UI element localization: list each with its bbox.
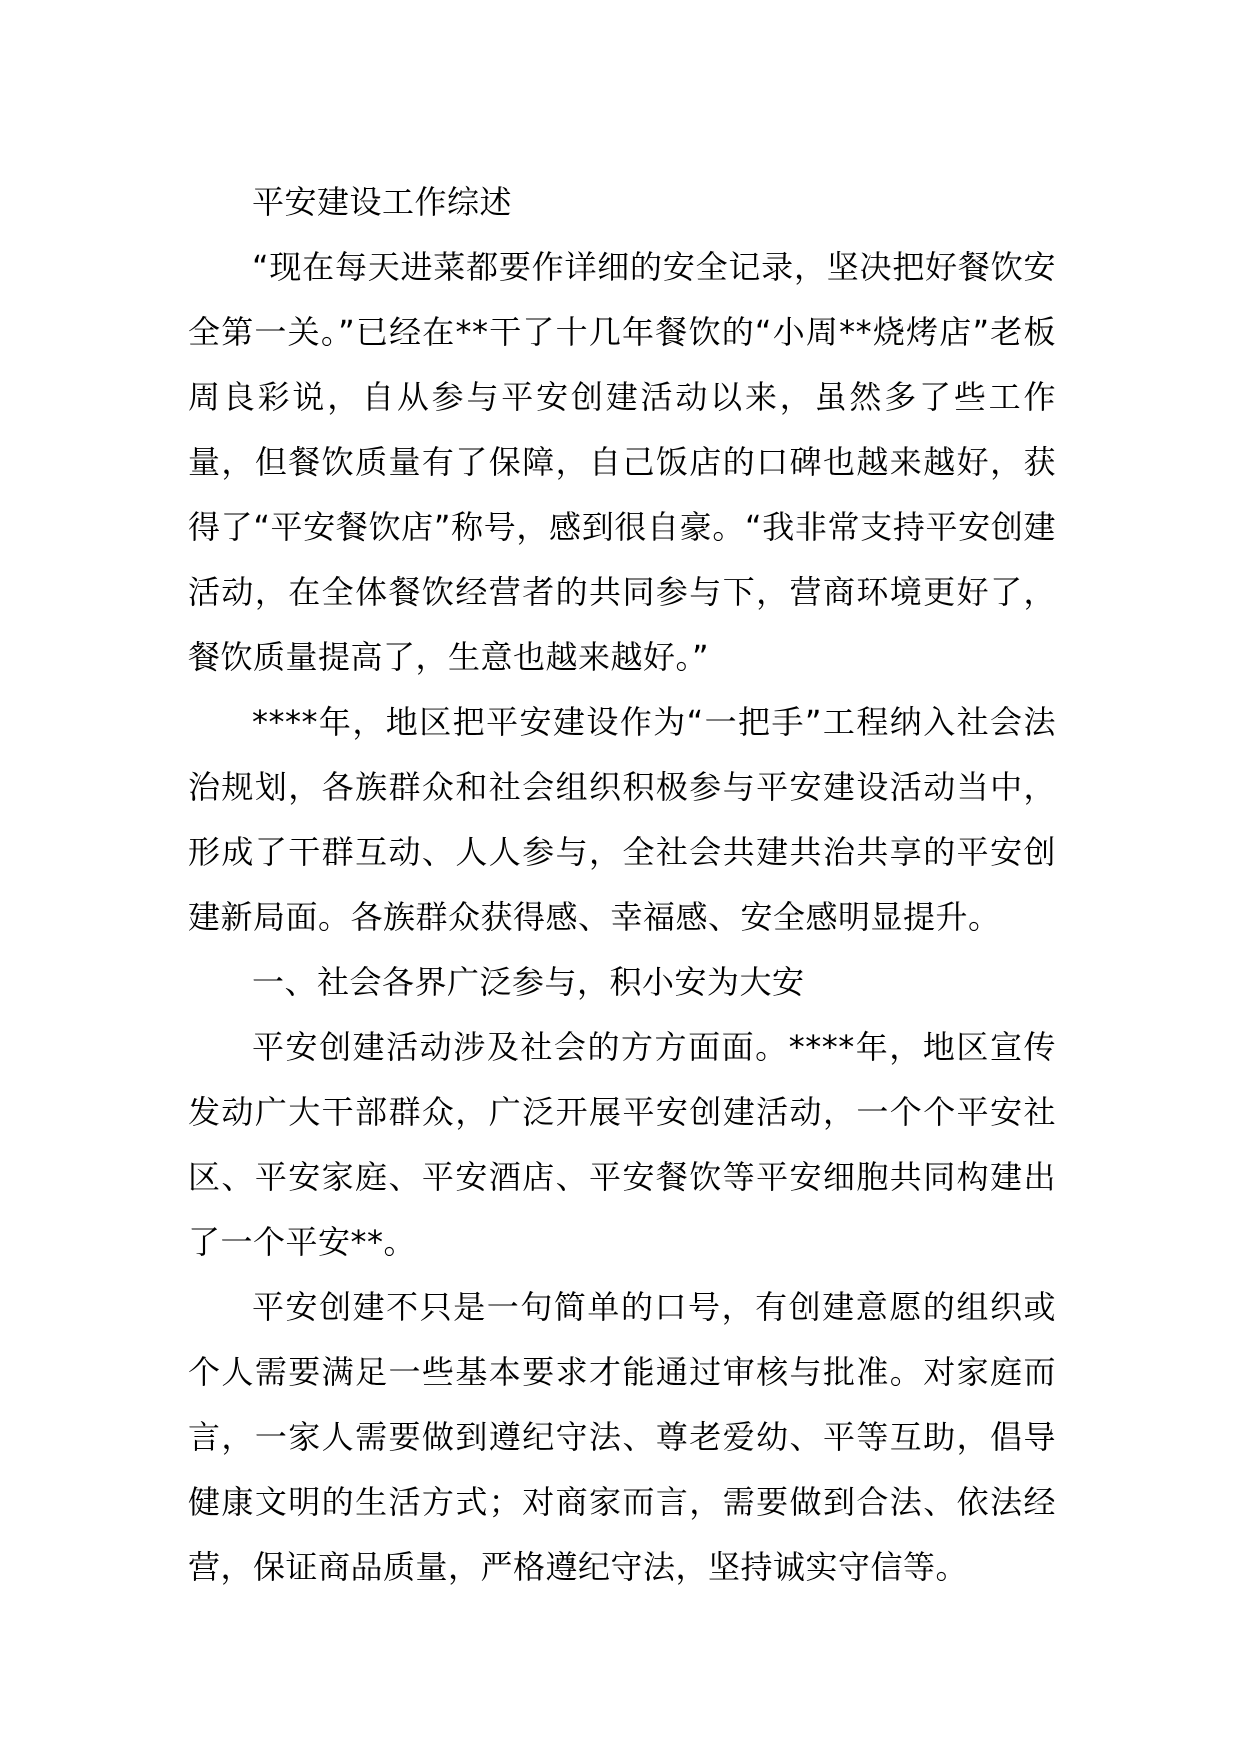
paragraph-quote: “现在每天进菜都要作详细的安全记录，坚决把好餐饮安全第一关。”已经在**干了十几年餐饮的“小周**烧烤店”老板周良彩说，自从参与平安创建活动以来，虽然多了些工作量，但餐饮质量有了保障，自己饭店的口碑也越来越好，获得了“平安餐饮店”称号，感到很自豪。“我非常支持平安创建活动，在全体餐饮经营者的共同参与下，营商环境更好了，餐饮质量提高了，生意也越来越好。” [188,248,1056,676]
paragraph-requirements: 平安创建不只是一句简单的口号，有创建意愿的组织或个人需要满足一些基本要求才能通过审核与批准。对家庭而言，一家人需要做到遵纪守法、尊老爱幼、平等互助，倡导健康文明的生活方式；对商家而言，需要做到合法、依法经营，保证商品质量，严格遵纪守法，坚持诚实守信等。 [188,1288,1056,1586]
document-body [188,170,1056,1600]
paragraph-activities: 平安创建活动涉及社会的方方面面。****年，地区宣传发动广大干部群众，广泛开展平安创建活动，一个个平安社区、平安家庭、平安酒店、平安餐饮等平安细胞共同构建出了一个平安**。 [188,1028,1056,1261]
section-heading: 一、社会各界广泛参与，积小安为大安 [252,963,805,1001]
document-title: 平安建设工作综述 [252,183,513,221]
paragraph-overview: ****年，地区把平安建设作为“一把手”工程纳入社会法治规划，各族群众和社会组织积极参与平安建设活动当中，形成了干群互动、人人参与，全社会共建共治共享的平安创建新局面。各族群众获得感、幸福感、安全感明显提升。 [188,703,1056,936]
